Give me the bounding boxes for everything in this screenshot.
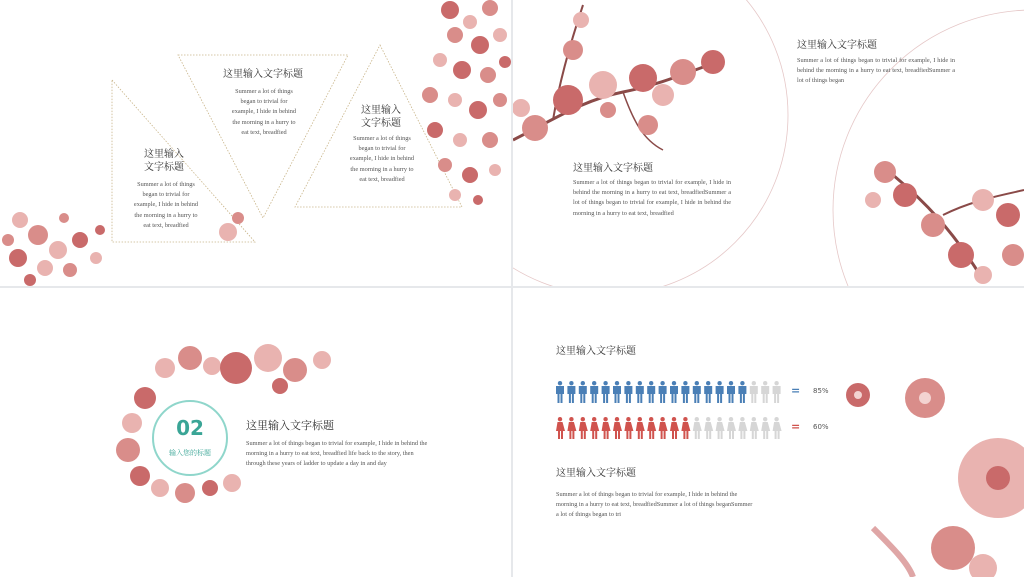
female-person-icon: [727, 417, 736, 439]
slide-4[interactable]: [513, 288, 1024, 577]
slide3-body: Summer a lot of things began to trivial for example, I hide in behind the morning in a hurry to eat text, breadfied life back to the story, then through these years of ladder to update a day in and day: [246, 440, 428, 468]
male-person-icon: [681, 381, 689, 403]
female-person-icon: [624, 417, 633, 439]
male-person-icon: [716, 381, 724, 403]
female-person-icon: [567, 417, 576, 439]
female-person-icon: [681, 417, 690, 439]
female-person-icon: [704, 417, 713, 439]
slide-1[interactable]: [0, 0, 511, 286]
equals-sign-1: =: [791, 384, 801, 397]
male-person-icon: [727, 381, 735, 403]
female-person-icon: [750, 417, 759, 439]
male-person-icon: [556, 381, 564, 403]
male-person-icon: [624, 381, 632, 403]
section-label: 输入您的标题: [169, 449, 211, 457]
middle-triangle-body: Summer a lot of things began to trivial for example, I hide in behind the morning in a hurry to eat text, breadfied: [231, 88, 297, 136]
slide4-body: Summer a lot of things began to trivial for example, I hide in behind the morning in a hurry to eat text, breadfiedSummer a lot of things beganSummer a lot of things began to tri: [556, 491, 753, 519]
female-person-icon: [579, 417, 588, 439]
right-triangle-body: Summer a lot of things began to trivial for example, I hide in behind the morning in a hurry to eat text, breadfied: [349, 135, 415, 183]
slide3-title: 这里输入文字标题: [246, 419, 334, 432]
slide4-bottom-title: 这里输入文字标题: [556, 468, 636, 479]
male-person-icon: [738, 381, 746, 403]
male-person-icon: [704, 381, 712, 403]
right-triangle-title: 这里输入 文字标题: [361, 105, 401, 129]
slide-3[interactable]: [0, 288, 511, 577]
male-person-icon: [590, 381, 598, 403]
percent-label-2: 60%: [813, 423, 829, 431]
female-person-icon: [693, 417, 702, 439]
blossom-branch-bottom-right: [865, 161, 1024, 284]
large-arc: [513, 0, 788, 286]
slide1-decoration: [0, 0, 511, 286]
male-person-icon: [579, 381, 587, 403]
slide2-top-title: 这里输入文字标题: [797, 40, 877, 51]
male-person-icon: [693, 381, 701, 403]
slide2-top-body: Summer a lot of things began to trivial for example, I hide in behind the morning in a hurry to eat text, breadfiedSummer a lot of things began: [797, 57, 955, 85]
male-person-icon: [647, 381, 655, 403]
female-person-icon: [761, 417, 770, 439]
section-number: 02: [176, 416, 204, 440]
female-person-icon: [556, 417, 565, 439]
male-person-icon: [567, 381, 575, 403]
female-person-icon: [647, 417, 656, 439]
female-person-icon: [659, 417, 668, 439]
middle-triangle-title: 这里输入文字标题: [223, 69, 303, 80]
slide2-bottom-title: 这里输入文字标题: [573, 163, 653, 174]
male-person-icon: [636, 381, 644, 403]
female-person-icon: [738, 417, 747, 439]
left-triangle-body: Summer a lot of things began to trivial for example, I hide in behind the morning in a hurry to eat text, breadfied: [133, 181, 199, 229]
slide2-bottom-body: Summer a lot of things began to trivial for example, I hide in behind the morning in a hurry to eat text, breadfiedSummer a lot of things began to trivial for example, I hide in behind the morning in a hurry to eat text, breadfied: [573, 179, 731, 217]
female-person-icon: [613, 417, 622, 439]
slide4-top-title: 这里输入文字标题: [556, 346, 636, 357]
male-person-icon: [773, 381, 781, 403]
male-person-icon: [602, 381, 610, 403]
equals-sign-2: =: [791, 420, 801, 433]
male-person-icon: [750, 381, 758, 403]
slide-2[interactable]: [513, 0, 1024, 286]
female-person-icon: [716, 417, 725, 439]
percent-label-1: 85%: [813, 387, 829, 395]
blossom-branch-top-left: [513, 5, 725, 150]
female-person-icon: [773, 417, 782, 439]
female-person-icon: [590, 417, 599, 439]
male-person-icon: [613, 381, 621, 403]
male-person-icon: [659, 381, 667, 403]
male-person-icon: [670, 381, 678, 403]
female-person-icon: [670, 417, 679, 439]
blossom-cluster-right: [422, 0, 511, 205]
left-triangle-title: 这里输入 文字标题: [144, 149, 184, 173]
female-person-icon: [636, 417, 645, 439]
female-person-icon: [602, 417, 611, 439]
pictogram-chart: [513, 288, 1024, 577]
male-person-icon: [761, 381, 769, 403]
